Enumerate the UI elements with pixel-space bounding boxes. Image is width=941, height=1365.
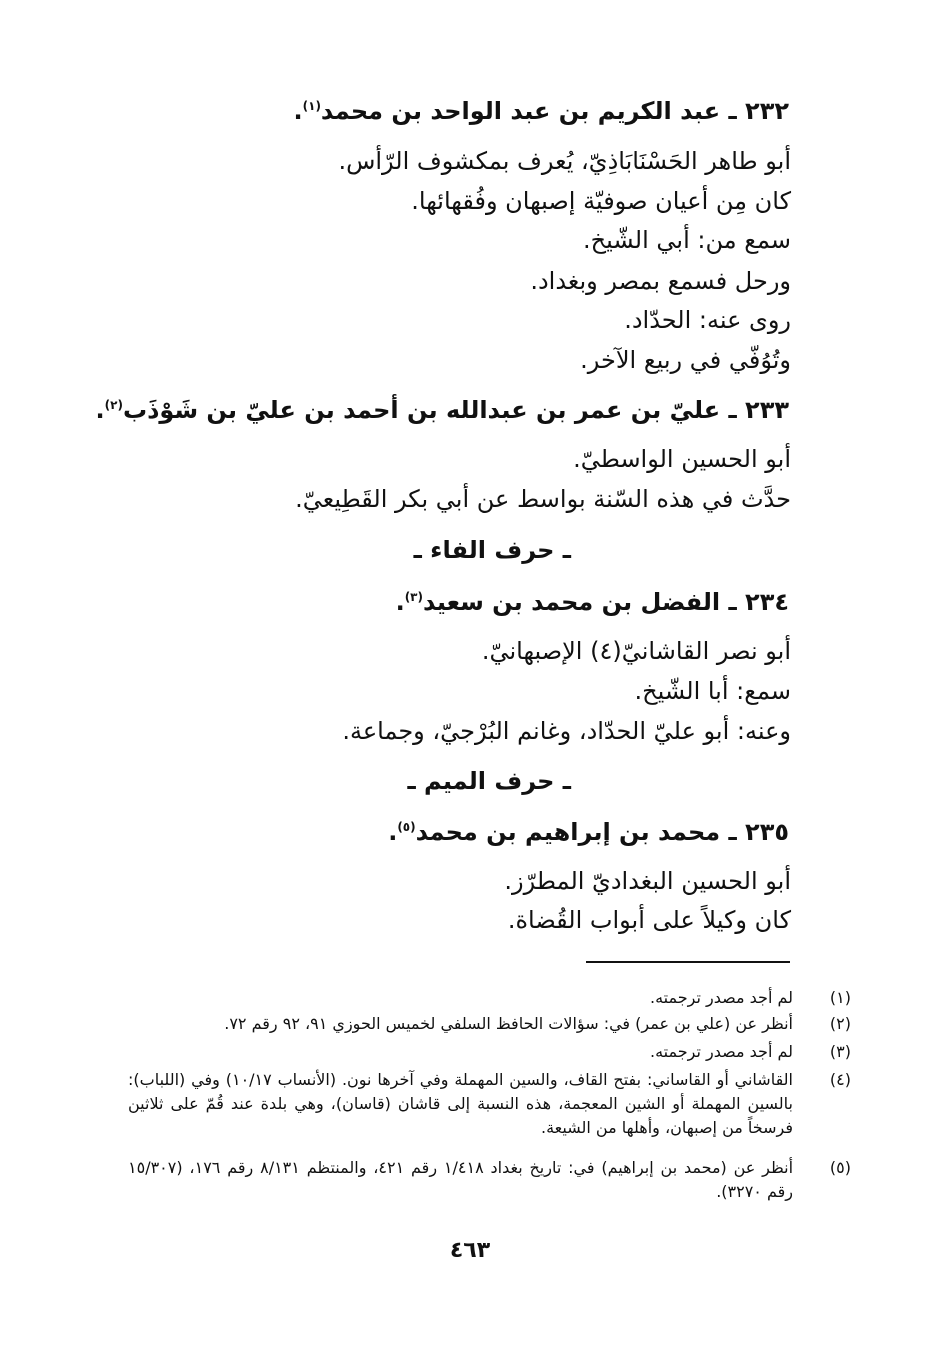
entry-line: كان وكيلاً على أبواب القُضاة. (507, 906, 791, 934)
page-number: ٤٦٣ (449, 1238, 491, 1263)
section-heading-mim: ـ حرف الميم ـ (407, 767, 571, 795)
entry-line: أبو طاهر الحَسْنَابَاذِيّ، يُعرف بمكشوف الرّأس. (338, 147, 791, 175)
footnote-text: القاشاني أو القاساني: بفتح القاف، والسين المهملة وفي آخرها نون. (الأنساب ١٠/١٧) وفي (اللباب): بالسين المهملة أو الشين المعجمة، هذه النسبة إلى قاشان (قاسان)، وهي بلدة عند قُمّ على ثلاثين فرسخاً من إصبهان، وأهلها من الشيعة. (128, 1070, 793, 1137)
section-heading-fa: ـ حرف الفاء ـ (413, 536, 571, 564)
footnote-text: لم أجد مصدر ترجمته. (650, 988, 793, 1007)
entry-line: سمع من: أبي الشّيخ. (583, 226, 791, 254)
entry-heading: ٢٣٢ ـ عبد الكريم بن عبد الواحد بن محمد$^{(١)}$. (293, 97, 789, 125)
entry-line: كان مِن أعيان صوفيّة إصبهان وفُقهائها. (411, 187, 791, 215)
entry-heading: ٢٣٤ ـ الفضل بن محمد بن سعيد$^{(٣)}$. (395, 588, 789, 616)
entry-line: أبو نصر القاشانيّ(٤) الإصبهانيّ. (481, 637, 791, 665)
footnote-separator (586, 961, 790, 963)
footnote-number: (٤) (829, 1070, 851, 1089)
footnote-ref[interactable]: (٥) (397, 820, 416, 834)
entry-line: أبو الحسين الواسطيّ. (573, 445, 791, 473)
footnote-ref[interactable]: (٢) (104, 398, 123, 412)
footnote-number: (٣) (829, 1042, 851, 1061)
entry-line: روى عنه: الحدّاد. (624, 306, 791, 334)
footnote-text: أنظر عن (محمد بن إبراهيم) في: تاريخ بغداد ١/٤١٨ رقم ٤٢١، والمنتظم ٨/١٣١ رقم ١٧٦، (١٥/٣٠٧ رقم ٣٢٧٠). (128, 1158, 794, 1201)
footnote-ref[interactable]: (٣) (404, 590, 423, 604)
footnote-number: (٥) (829, 1158, 851, 1177)
footnote-text: لم أجد مصدر ترجمته. (650, 1042, 793, 1061)
entry-line: أبو الحسين البغداديّ المطرّز. (504, 867, 791, 895)
entry-line: سمع: أبا الشّيخ. (634, 677, 791, 705)
entry-line: ورحل فسمع بمصر وبغداد. (530, 267, 791, 295)
entry-line: وتُوُفّي في ربيع الآخر. (580, 346, 791, 374)
footnote-number: (٢) (829, 1014, 851, 1033)
entry-line: وعنه: أبو عليّ الحدّاد، وغانم البُرْجيّ، وجماعة. (342, 717, 791, 745)
entry-heading: ٢٣٣ ـ عليّ بن عمر بن عبدالله بن أحمد بن عليّ بن شَوْذَب$^{(٢)}$. (95, 396, 789, 424)
footnote-text: أنظر عن (علي بن عمر) في: سؤالات الحافظ السلفي لخميس الحوزي ٩١، ٩٢ رقم ٧٢. (224, 1014, 793, 1033)
entry-heading: ٢٣٥ ـ محمد بن إبراهيم بن محمد$^{(٥)}$. (388, 818, 789, 846)
footnote-number: (١) (829, 988, 851, 1007)
entry-line: حدَّث في هذه السّنة بواسط عن أبي بكر القَطِيعيّ. (295, 485, 791, 513)
footnote-ref[interactable]: (١) (302, 99, 321, 113)
